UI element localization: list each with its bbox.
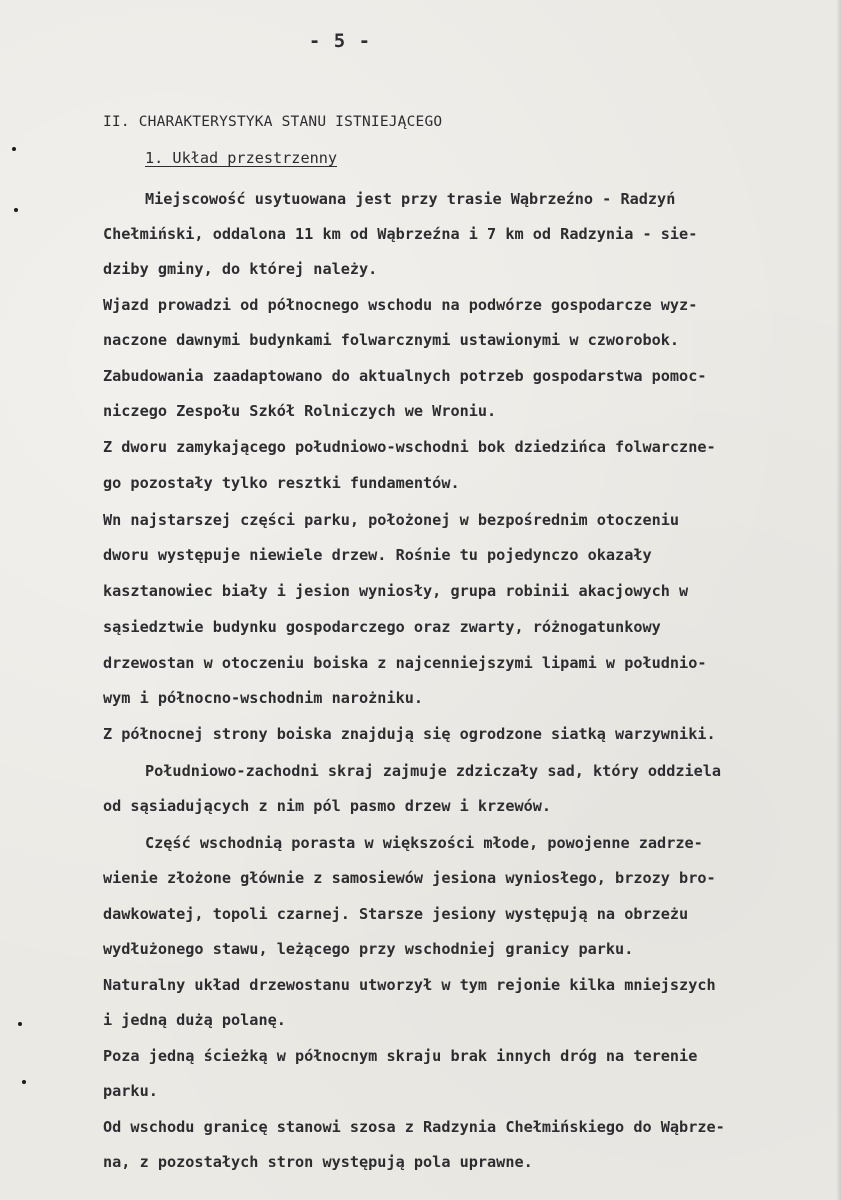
- text-line: dworu występuje niewiele drzew. Rośnie tu pojedynczo okazały: [103, 546, 652, 564]
- text-line: na, z pozostałych stron występują pola uprawne.: [103, 1153, 533, 1171]
- text-line: Południowo-zachodni skraj zajmuje zdziczały sad, który oddziela: [145, 762, 722, 780]
- text-line: Z północnej strony boiska znajdują się ogrodzone siatką warzywniki.: [103, 725, 716, 743]
- section-heading: II. CHARAKTERYSTYKA STANU ISTNIEJĄCEGO: [103, 114, 443, 130]
- text-line: Z dworu zamykającego południowo-wschodni bok dziedzińca folwarczne-: [103, 438, 716, 456]
- text-line: Wn najstarszej części parku, położonej w bezpośrednim otoczeniu: [103, 511, 680, 529]
- text-line: Wjazd prowadzi od północnego wschodu na podwórze gospodarcze wyz-: [103, 296, 698, 314]
- text-line: parku.: [103, 1082, 158, 1100]
- text-line: wydłużonego stawu, leżącego przy wschodniej granicy parku.: [103, 940, 634, 958]
- text-line: Miejscowość usytuowana jest przy trasie Wąbrzeźno - Radzyń: [145, 190, 676, 208]
- text-line: dziby gminy, do której należy.: [103, 260, 378, 278]
- text-line: naczone dawnymi budynkami folwarcznymi ustawionymi w czworobok.: [103, 331, 680, 349]
- text-line: dawkowatej, topoli czarnej. Starsze jesiony występują na obrzeżu: [103, 905, 689, 923]
- text-line: sąsiedztwie budynku gospodarczego oraz zwarty, różnogatunkowy: [103, 618, 661, 636]
- text-line: wienie złożone głównie z samosiewów jesiona wyniosłego, brzozy bro-: [103, 869, 716, 887]
- text-line: Część wschodnią porasta w większości młode, powojenne zadrze-: [145, 834, 703, 852]
- punch-hole-mark: [18, 1022, 22, 1026]
- punch-hole-mark: [12, 147, 16, 151]
- punch-hole-mark: [14, 208, 18, 212]
- punch-hole-mark: [22, 1080, 26, 1084]
- page-number: - 5 -: [308, 30, 372, 52]
- text-line: Od wschodu granicę stanowi szosa z Radzynia Chełmińskiego do Wąbrze-: [103, 1118, 725, 1136]
- text-line: niczego Zespołu Szkół Rolniczych we Wroniu.: [103, 402, 497, 420]
- text-line: wym i północno-wschodnim narożniku.: [103, 689, 424, 707]
- text-line: go pozostały tylko resztki fundamentów.: [103, 474, 460, 492]
- subsection-heading: 1. Układ przestrzenny: [145, 149, 338, 167]
- text-line: Naturalny układ drzewostanu utworzył w tym rejonie kilka mniejszych: [103, 976, 716, 994]
- text-line: i jedną dużą polanę.: [103, 1011, 286, 1029]
- page-edge-shadow: [836, 0, 841, 1200]
- text-line: Chełmiński, oddalona 11 km od Wąbrzeźna i 7 km od Radzynia - sie-: [103, 225, 698, 243]
- text-line: Zabudowania zaadaptowano do aktualnych potrzeb gospodarstwa pomoc-: [103, 367, 707, 385]
- text-line: kasztanowiec biały i jesion wyniosły, grupa robinii akacjowych w: [103, 582, 689, 600]
- text-line: drzewostan w otoczeniu boiska z najcenniejszymi lipami w południo-: [103, 654, 707, 672]
- text-line: Poza jedną ścieżką w północnym skraju brak innych dróg na terenie: [103, 1047, 698, 1065]
- text-line: od sąsiadujących z nim pól pasmo drzew i krzewów.: [103, 797, 552, 815]
